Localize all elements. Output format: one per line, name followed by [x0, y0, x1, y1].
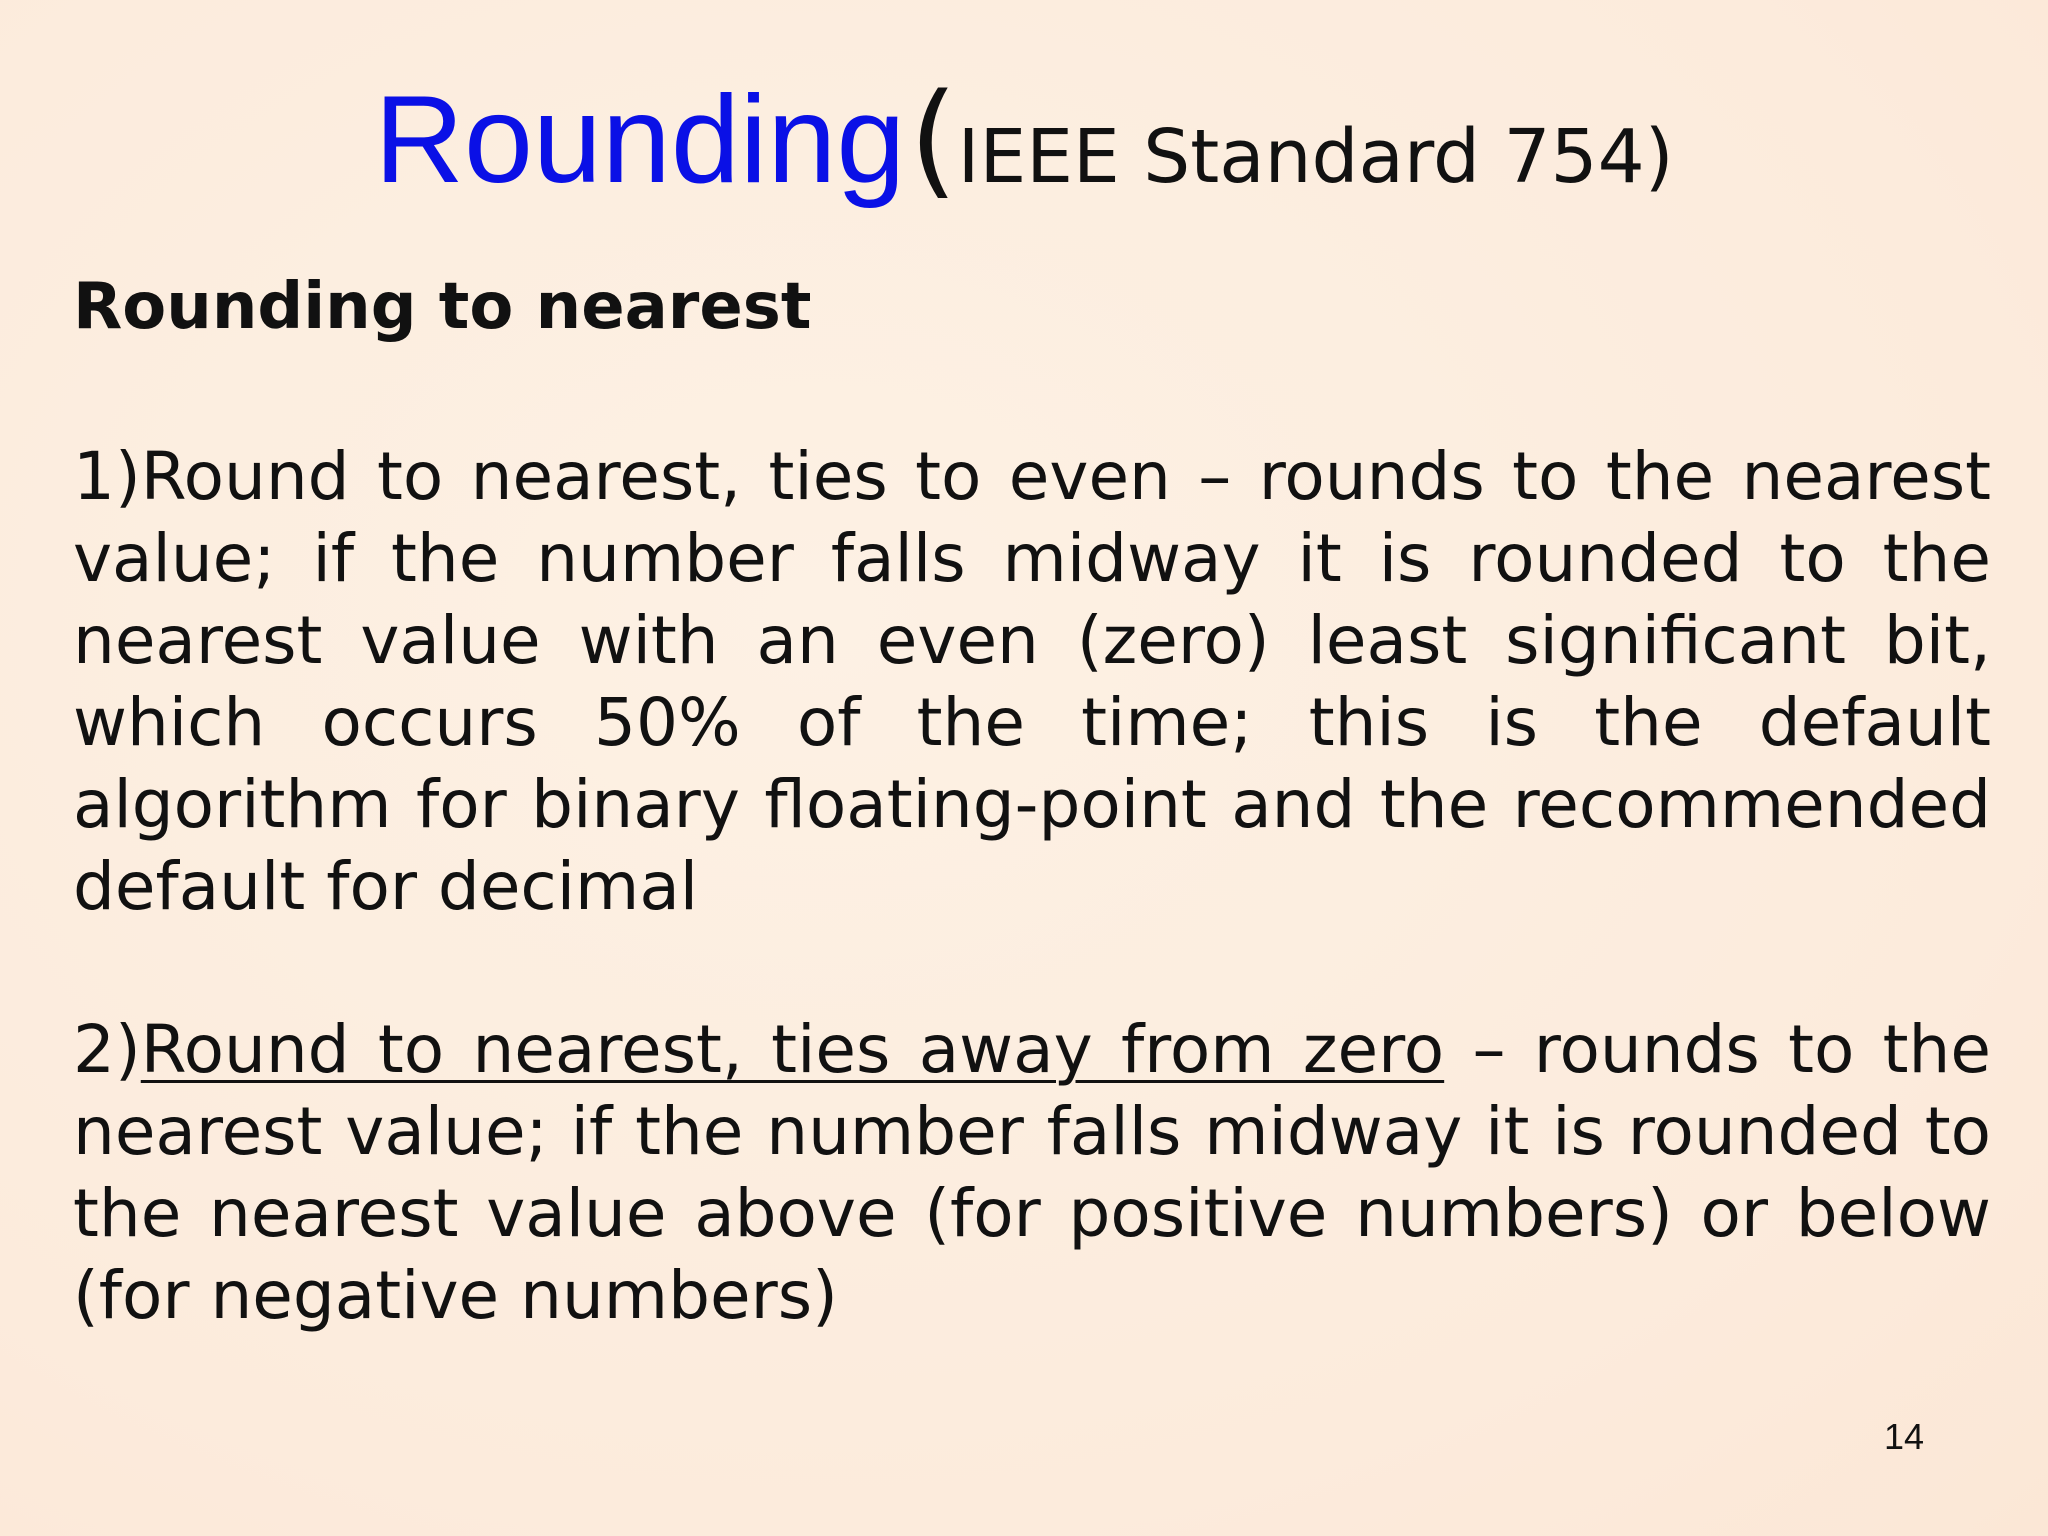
section-heading: Rounding to nearest: [73, 270, 812, 344]
rounding-item-2: [73, 1009, 1991, 1337]
item-1-body: – rounds to the nearest value; if the number falls midway it is rounded to the nearest value with an even (zero) least significant bit, which occurs 50% of the time; this is the default algorithm for binary floating-point and the recommended default for decimal: [73, 438, 1991, 925]
title-main: Rounding: [374, 71, 906, 209]
rounding-item-1: [73, 436, 1991, 928]
page-number: 14: [1883, 1416, 1924, 1457]
title-subtitle: IEEE Standard 754): [957, 114, 1674, 200]
item-2-body: – rounds to the nearest value; if the number falls midway it is rounded to the nearest value above (for positive numbers) or below (for negative numbers): [73, 1011, 1991, 1334]
slide-title: [0, 68, 2048, 212]
item-2-term: Round to nearest, ties away from zero: [140, 1011, 1445, 1088]
title-open-paren: (: [909, 68, 958, 212]
item-2-prefix: 2): [73, 1011, 141, 1088]
item-1-term: Round to nearest, ties to even: [140, 438, 1171, 515]
item-1-prefix: 1): [73, 438, 141, 515]
